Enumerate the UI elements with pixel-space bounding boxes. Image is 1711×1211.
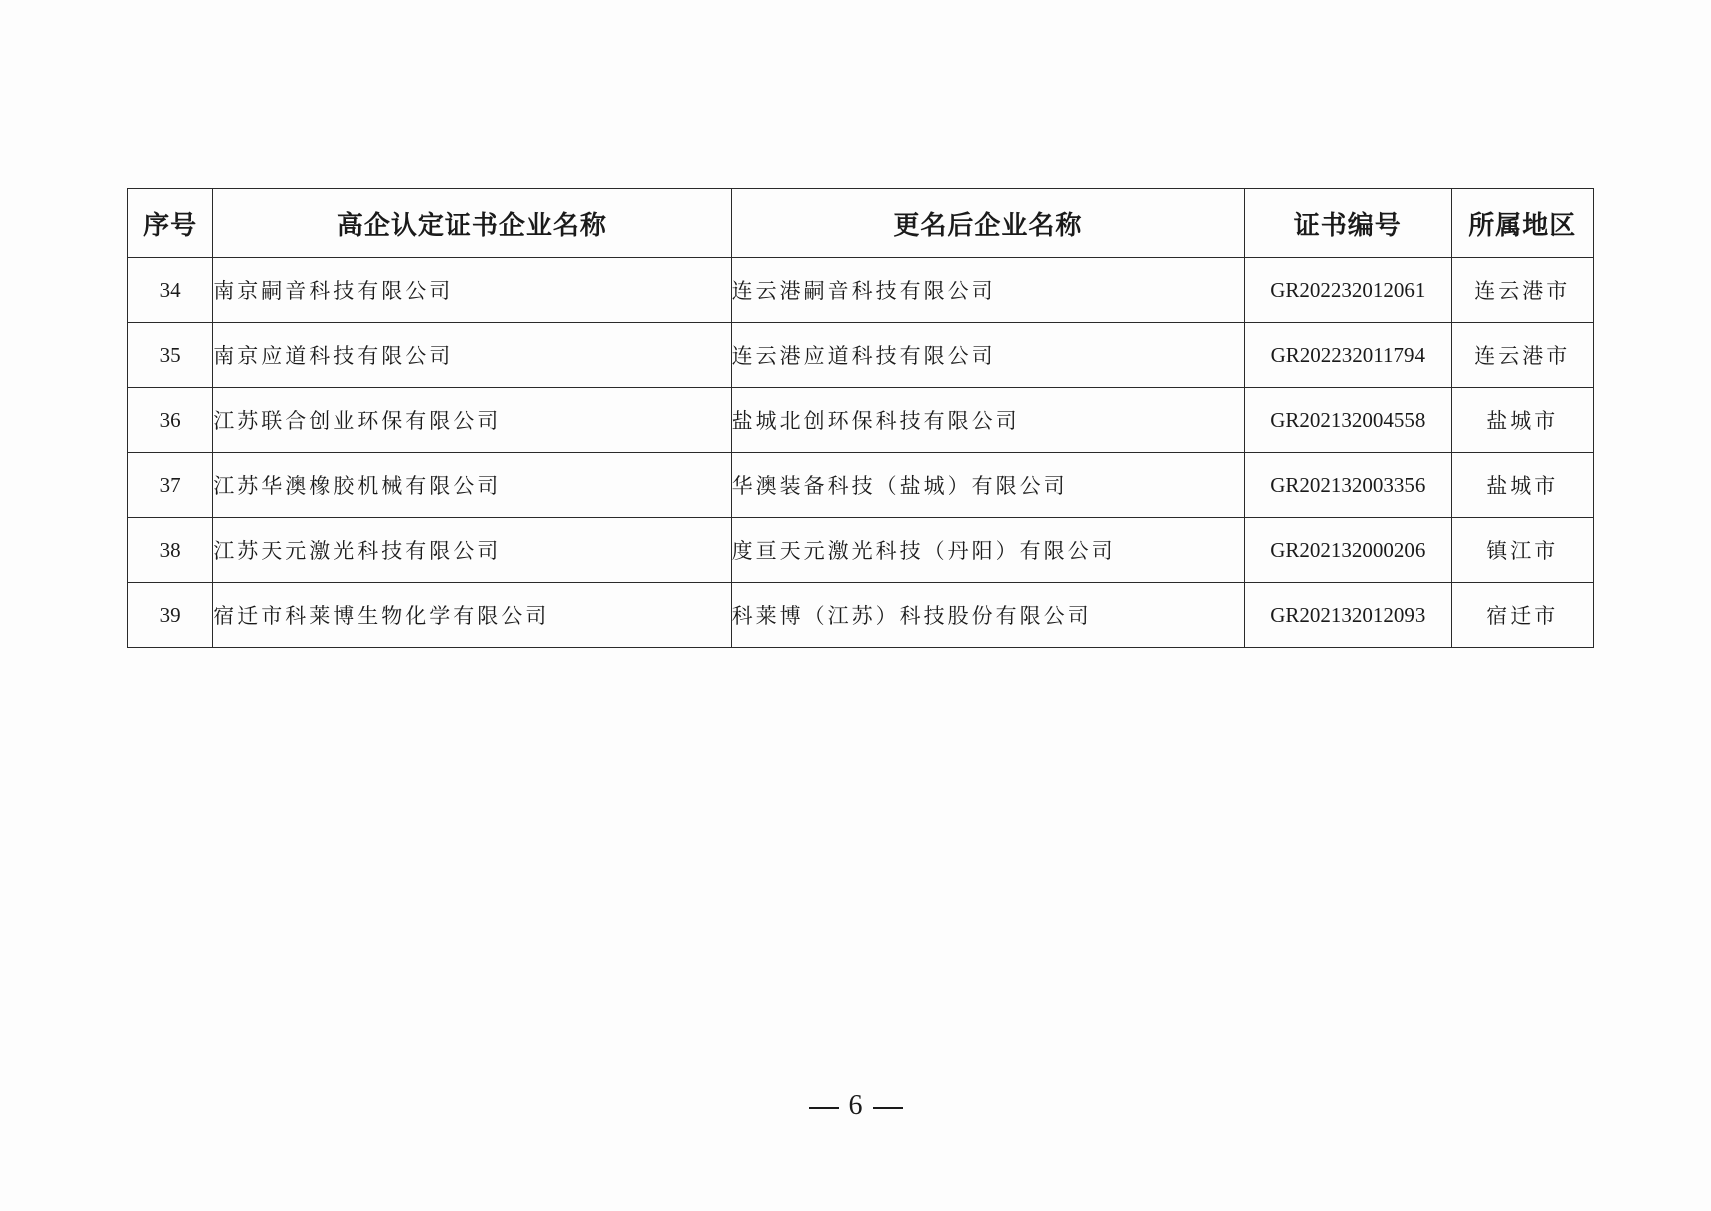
table-row [128, 258, 1594, 323]
row-cert-no: GR202132000206 [1245, 518, 1452, 583]
row-region: 连云港市 [1451, 323, 1593, 388]
header-cert-no: 证书编号 [1245, 189, 1452, 258]
header-index: 序号 [128, 189, 213, 258]
row-region: 盐城市 [1451, 453, 1593, 518]
row-index: 34 [128, 258, 213, 323]
header-old-name: 高企认定证书企业名称 [213, 189, 731, 258]
table-row [128, 518, 1594, 583]
row-cert-no: GR202132004558 [1245, 388, 1452, 453]
row-index: 36 [128, 388, 213, 453]
row-new-name: 科莱博（江苏）科技股份有限公司 [731, 583, 1244, 648]
page-number-right-dash [873, 1107, 903, 1109]
row-region: 镇江市 [1451, 518, 1593, 583]
row-old-name: 江苏联合创业环保有限公司 [213, 388, 731, 453]
row-index: 35 [128, 323, 213, 388]
row-cert-no: GR202132012093 [1245, 583, 1452, 648]
header-region: 所属地区 [1451, 189, 1593, 258]
row-new-name: 盐城北创环保科技有限公司 [731, 388, 1244, 453]
page-number-left-dash [809, 1107, 839, 1109]
row-region: 连云港市 [1451, 258, 1593, 323]
table-header-row [128, 189, 1594, 258]
company-rename-table [127, 188, 1594, 648]
page-number [0, 1090, 1711, 1122]
header-new-name: 更名后企业名称 [731, 189, 1244, 258]
row-cert-no: GR202232012061 [1245, 258, 1452, 323]
row-new-name: 华澳装备科技（盐城）有限公司 [731, 453, 1244, 518]
table-row [128, 323, 1594, 388]
row-region: 盐城市 [1451, 388, 1593, 453]
row-region: 宿迁市 [1451, 583, 1593, 648]
row-new-name: 连云港嗣音科技有限公司 [731, 258, 1244, 323]
row-index: 38 [128, 518, 213, 583]
row-new-name: 度亘天元激光科技（丹阳）有限公司 [731, 518, 1244, 583]
page-number-value: 6 [848, 1090, 863, 1121]
row-index: 39 [128, 583, 213, 648]
row-index: 37 [128, 453, 213, 518]
row-old-name: 南京应道科技有限公司 [213, 323, 731, 388]
table-row [128, 453, 1594, 518]
row-cert-no: GR202232011794 [1245, 323, 1452, 388]
table-row [128, 388, 1594, 453]
row-new-name: 连云港应道科技有限公司 [731, 323, 1244, 388]
row-old-name: 宿迁市科莱博生物化学有限公司 [213, 583, 731, 648]
row-old-name: 江苏天元激光科技有限公司 [213, 518, 731, 583]
table-row [128, 583, 1594, 648]
row-cert-no: GR202132003356 [1245, 453, 1452, 518]
row-old-name: 南京嗣音科技有限公司 [213, 258, 731, 323]
row-old-name: 江苏华澳橡胶机械有限公司 [213, 453, 731, 518]
